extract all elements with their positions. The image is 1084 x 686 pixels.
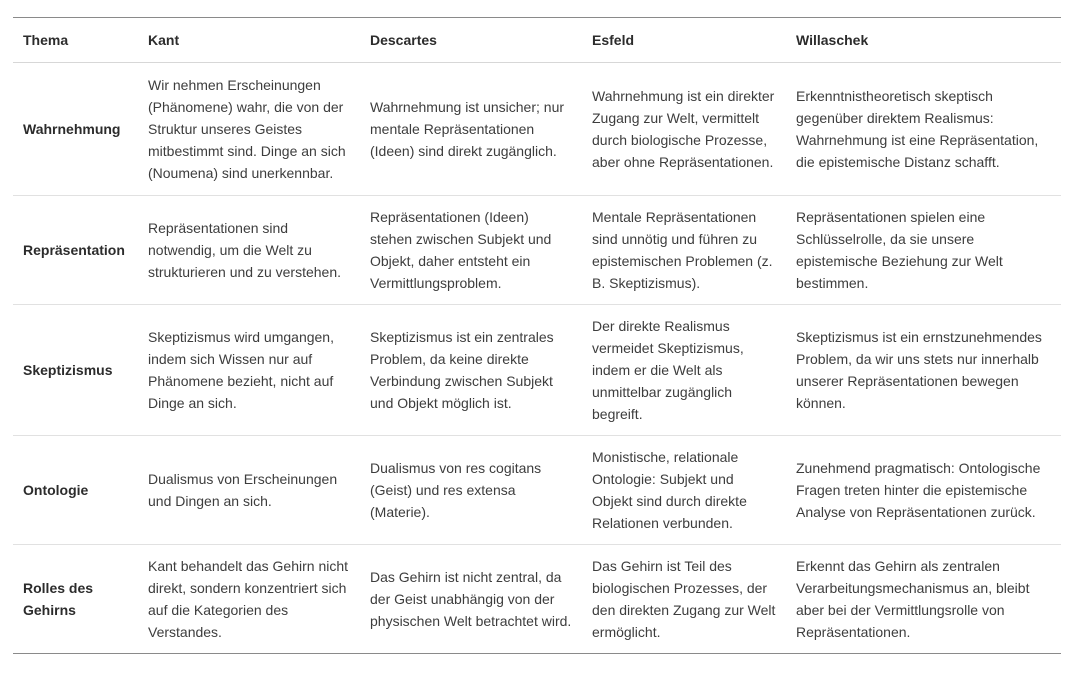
table-cell: Der direkte Realismus vermeidet Skeptizismus, indem er die Welt als unmittelbar zugänglich begreift. [582,305,786,436]
row-topic: Rolles des Gehirns [23,580,94,618]
table-cell: Monistische, relationale Ontologie: Subjekt und Objekt sind durch direkte Relationen verbunden. [582,436,786,545]
table-cell: Kant behandelt das Gehirn nicht direkt, sondern konzentriert sich auf die Kategorien des Verstandes. [148,558,349,640]
header-willaschek: Willaschek [786,18,1061,63]
row-topic: Repräsentation [13,196,138,305]
table-cell: Dualismus von res cogitans (Geist) und res extensa (Materie). [360,436,582,545]
table-cell: Wahrnehmung ist unsicher; nur mentale Repräsentationen (Ideen) sind direkt zugänglich. [360,63,582,196]
table-row [13,305,1061,436]
table-row [13,436,1061,545]
table-cell: Repräsentationen spielen eine Schlüsselrolle, da sie unsere epistemische Beziehung zur Welt bestimmen. [786,196,1061,305]
row-topic: Wahrnehmung [13,63,138,196]
row-topic: Skeptizismus [13,305,138,436]
table-cell: Wir nehmen Erscheinungen (Phänomene) wahr, die von der Struktur unseres Geistes mitbestimmt sind. Dinge an sich (Noumena) sind unerkennbar. [138,63,360,196]
table-cell: Das Gehirn ist nicht zentral, da der Geist unabhängig von der physischen Welt betrachtet wird. [370,569,572,629]
header-thema: Thema [13,18,138,63]
table-cell: Zunehmend pragmatisch: Ontologische Fragen treten hinter die epistemische Analyse von Repräsentationen zurück. [786,436,1061,545]
table-cell: Skeptizismus ist ein ernstzunehmendes Problem, da wir uns stets nur innerhalb unserer Repräsentationen bewegen können. [786,305,1061,436]
comparison-table [13,17,1061,654]
table-cell: Wahrnehmung ist ein direkter Zugang zur Welt, vermittelt durch biologische Prozesse, aber ohne Repräsentationen. [582,63,786,196]
table-row [13,63,1061,196]
table-cell: Erkenntnistheoretisch skeptisch gegenüber direktem Realismus: Wahrnehmung ist eine Repräsentation, die epistemische Distanz schafft. [786,63,1061,196]
table-cell: Erkennt das Gehirn als zentralen Verarbeitungsmechanismus an, bleibt aber bei der Vermittlungsrolle von Repräsentationen. [796,558,1030,640]
table-cell: Repräsentationen (Ideen) stehen zwischen Subjekt und Objekt, daher entsteht ein Vermittlungsproblem. [360,196,582,305]
row-topic: Ontologie [13,436,138,545]
table-cell: Mentale Repräsentationen sind unnötig und führen zu epistemischen Problemen (z. B. Skeptizismus). [582,196,786,305]
comparison-table-container [13,17,1061,654]
table-header-row [13,18,1061,63]
table-row [13,196,1061,305]
table-cell: Skeptizismus ist ein zentrales Problem, da keine direkte Verbindung zwischen Subjekt und Objekt möglich ist. [360,305,582,436]
table-row [13,545,1061,654]
table-cell: Repräsentationen sind notwendig, um die Welt zu strukturieren und zu verstehen. [138,196,360,305]
header-esfeld: Esfeld [582,18,786,63]
header-descartes: Descartes [360,18,582,63]
table-cell: Skeptizismus wird umgangen, indem sich Wissen nur auf Phänomene bezieht, nicht auf Dinge an sich. [138,305,360,436]
header-kant: Kant [138,18,360,63]
table-cell: Dualismus von Erscheinungen und Dingen an sich. [138,436,360,545]
table-cell: Das Gehirn ist Teil des biologischen Prozesses, der den direkten Zugang zur Welt ermöglicht. [592,558,776,640]
